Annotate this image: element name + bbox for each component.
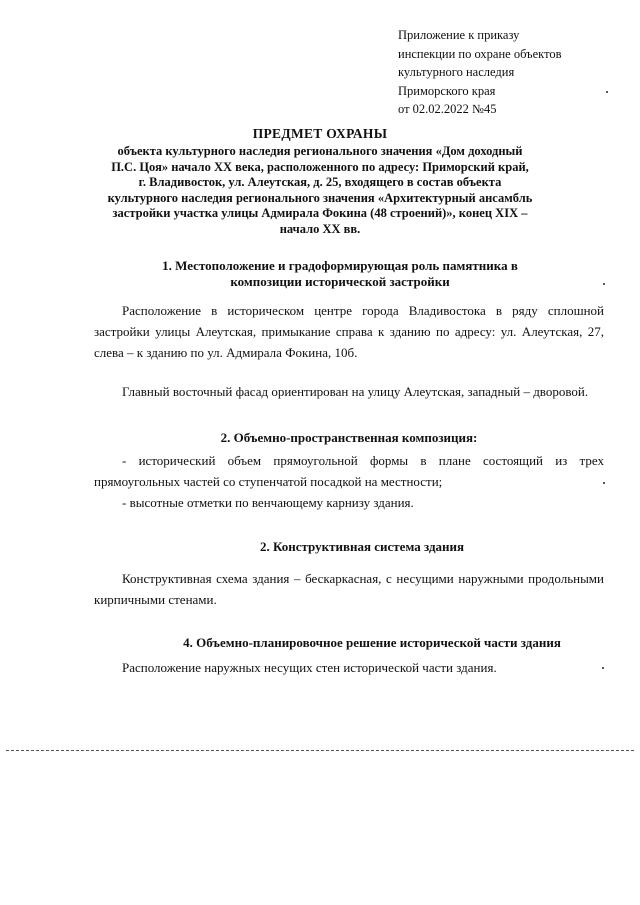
appendix-line: Приморского края (398, 83, 496, 98)
section1-paragraph: Главный восточный фасад ориентирован на улицу Алеутская, западный – дворовой. (122, 384, 589, 399)
document-subtitle (80, 144, 560, 237)
page-divider (6, 750, 634, 751)
scan-speck (603, 482, 605, 484)
appendix-line: культурного наследия (398, 65, 515, 79)
subtitle-line: застройки участка улицы Адмирала Фокина (48 строений)», конец XIX – (112, 206, 528, 220)
appendix-block (398, 26, 630, 119)
section1-heading (120, 258, 560, 289)
section3-paragraph: Конструктивная схема здания – бескаркасная, с несущими наружными продольными кирпичными стенами. (94, 571, 604, 607)
scan-speck (606, 91, 608, 93)
section4-paragraph: Расположение наружных несущих стен исторической части здания. (122, 660, 497, 675)
document-title: ПРЕДМЕТ ОХРАНЫ (252, 126, 388, 141)
appendix-line: инспекции по охране объектов (398, 46, 562, 61)
appendix-line: Приложение к приказу (398, 28, 520, 42)
scan-speck (603, 283, 605, 285)
subtitle-line: объекта культурного наследия регионального значения «Дом доходный (117, 144, 523, 158)
section1-body (94, 300, 604, 402)
section2-body (94, 450, 604, 513)
section4-heading: 4. Объемно-планировочное решение исторической части здания (183, 635, 561, 650)
subtitle-line: г. Владивосток, ул. Алеутская, д. 25, входящего в состав объекта (138, 175, 502, 189)
subtitle-line: начало XX вв. (279, 221, 361, 236)
section2-list-item: - высотные отметки по венчающему карнизу здания. (122, 495, 414, 510)
subtitle-line: культурного наследия регионального значения «Архитектурный ансамбль (107, 190, 533, 205)
section3-body (94, 568, 604, 610)
section2-list-item: - исторический объем прямоугольной формы в плане состоящий из трех прямоугольных частей со ступенчатой посадкой на местности; (94, 453, 604, 489)
section1-paragraph: Расположение в историческом центре города Владивостока в ряду сплошной застройки улицы Алеутская, примыкание справа к зданию по адресу: ул. Алеутская, 27, слева – к зданию по ул. Адмирала Фокина, 10б. (94, 303, 604, 360)
section4-body (94, 657, 604, 678)
section2-heading: 2. Объемно-пространственная композиция: (220, 430, 478, 445)
section1-heading-line: 1. Местоположение и градоформирующая роль памятника в (162, 258, 518, 273)
scan-speck (602, 667, 604, 669)
subtitle-line: П.С. Цоя» начало XX века, расположенного по адресу: Приморский край, (111, 159, 529, 174)
title-block (80, 126, 560, 237)
section1-heading-line: композиции исторической застройки (230, 273, 450, 289)
section3-heading: 2. Конструктивная система здания (259, 539, 465, 554)
appendix-date-line: от 02.02.2022 №45 (398, 102, 497, 116)
